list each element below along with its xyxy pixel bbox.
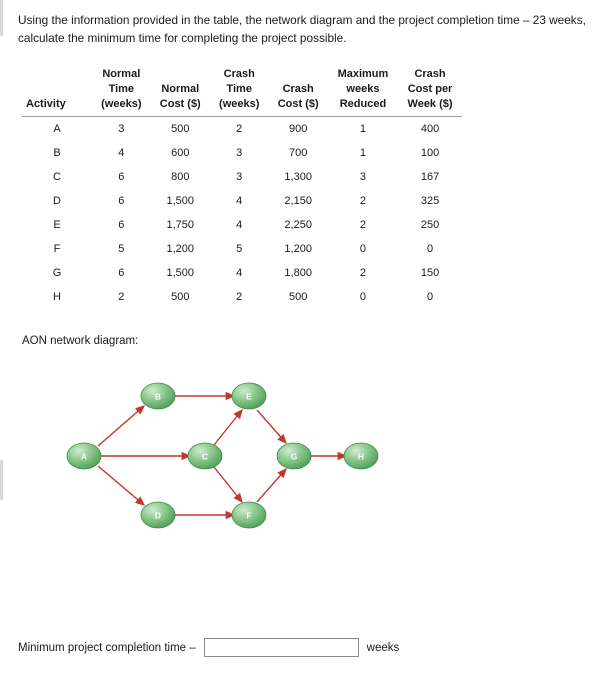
crash-cost-table [22, 65, 462, 309]
cell-normal-time: 4 [118, 146, 125, 159]
cell-crash-per-week: 100 [420, 146, 440, 159]
cell-normal-cost: 800 [171, 170, 190, 183]
cell-max-weeks: 2 [359, 194, 366, 207]
node-a [67, 443, 101, 469]
cell-max-weeks: 3 [359, 170, 366, 183]
cell-crash-time: 3 [236, 170, 243, 183]
cell-crash-time: 2 [236, 122, 243, 135]
cell-crash-per-week: 0 [426, 242, 434, 255]
cell-crash-per-week: 167 [420, 170, 440, 183]
node-a-label: A [80, 451, 88, 462]
cell-crash-per-week: 400 [420, 122, 440, 135]
cell-normal-cost: 500 [171, 290, 190, 303]
cell-crash-cost: 2,150 [284, 194, 312, 207]
cell-activity: B [53, 146, 61, 159]
table-row [22, 141, 462, 165]
answer-label: Minimum project completion time – [18, 641, 196, 654]
column-header-normal-cost [151, 65, 210, 116]
cell-crash-time: 4 [236, 266, 243, 279]
column-header-crash-per-week-l3: Week ($) [407, 98, 453, 111]
column-header-activity [22, 65, 92, 116]
column-header-crash-per-week-l1: Crash [414, 68, 446, 81]
node-f [232, 502, 266, 528]
cell-crash-cost: 1,200 [284, 242, 312, 255]
cell-crash-per-week: 150 [420, 266, 440, 279]
node-g-label: G [290, 451, 298, 462]
node-g [277, 443, 311, 469]
question-text [18, 12, 598, 47]
node-c [188, 443, 222, 469]
cell-normal-cost: 600 [171, 146, 190, 159]
cell-crash-time: 4 [236, 194, 243, 207]
cell-max-weeks: 2 [359, 218, 366, 231]
node-h-label: H [357, 451, 365, 462]
cell-max-weeks: 2 [359, 266, 366, 279]
network-svg [46, 353, 406, 543]
column-header-crash-cost [269, 65, 328, 116]
cell-normal-time: 3 [118, 122, 125, 135]
table-row [22, 237, 462, 261]
cell-max-weeks: 1 [359, 146, 366, 159]
cell-crash-time: 5 [236, 242, 243, 255]
edge-f-g [257, 469, 286, 502]
edge-c-f [214, 467, 242, 502]
table-header [22, 65, 462, 116]
column-header-crash-per-week [398, 65, 462, 116]
cell-normal-time: 6 [118, 218, 125, 231]
column-header-normal-cost-l1: Normal [161, 83, 200, 96]
answer-row [18, 638, 399, 657]
minimum-completion-time-input[interactable] [204, 638, 359, 657]
table-row [22, 189, 462, 213]
cell-crash-time: 2 [236, 290, 243, 303]
column-header-crash-time-l2: Time [226, 83, 252, 96]
node-d [141, 502, 175, 528]
cell-crash-cost: 500 [288, 290, 308, 303]
cell-crash-cost: 2,250 [284, 218, 312, 231]
column-header-max-weeks-l2: weeks [346, 83, 380, 96]
cell-normal-time: 6 [118, 170, 125, 183]
cell-normal-time: 5 [118, 242, 125, 255]
node-e-label: E [246, 391, 252, 402]
cell-normal-cost: 1,200 [166, 242, 195, 255]
node-b-label: B [154, 391, 162, 402]
cell-max-weeks: 1 [359, 122, 366, 135]
cell-activity: C [53, 170, 61, 183]
cell-crash-cost: 1,800 [284, 266, 312, 279]
page-edge-artifact-top [0, 0, 3, 36]
node-e [232, 383, 266, 409]
column-header-crash-time [210, 65, 269, 116]
column-header-max-weeks [328, 65, 398, 116]
table-row [22, 165, 462, 189]
cell-normal-cost: 500 [171, 122, 190, 135]
column-header-activity-label: Activity [26, 98, 66, 111]
cell-activity: D [53, 194, 61, 207]
cell-activity: E [53, 218, 61, 231]
table-body [22, 116, 462, 309]
cell-normal-cost: 1,750 [166, 218, 195, 231]
cell-crash-per-week: 325 [420, 194, 440, 207]
column-header-max-weeks-l3: Reduced [339, 98, 387, 111]
cell-normal-cost: 1,500 [166, 194, 195, 207]
table-row [22, 116, 462, 141]
cell-crash-cost: 900 [288, 122, 308, 135]
column-header-max-weeks-l1: Maximum [337, 68, 389, 81]
column-header-crash-cost-l1: Crash [282, 83, 314, 96]
cell-normal-time: 6 [118, 266, 125, 279]
cell-crash-time: 3 [236, 146, 243, 159]
edge-a-b [98, 406, 144, 446]
cell-activity: G [52, 266, 62, 279]
cell-normal-cost: 1,500 [166, 266, 195, 279]
column-header-normal-time-l1: Normal [102, 68, 141, 81]
aon-network-diagram [46, 353, 406, 543]
cell-crash-cost: 700 [288, 146, 308, 159]
column-header-crash-time-l3: (weeks) [219, 98, 260, 111]
column-header-normal-time [92, 65, 151, 116]
question-line-1: Using the information provided in the table, the network diagram and the project completion time – 23 weeks, [18, 13, 586, 27]
cell-max-weeks: 0 [359, 290, 366, 303]
cell-crash-time: 4 [236, 218, 243, 231]
diagram-caption: AON network diagram: [22, 334, 139, 347]
column-header-normal-cost-l2: Cost ($) [159, 98, 201, 111]
table-row [22, 213, 462, 237]
page-edge-artifact-middle [0, 460, 3, 500]
node-h [344, 443, 378, 469]
cell-activity: F [53, 242, 61, 255]
edge-e-g [257, 410, 286, 443]
edge-c-e [214, 410, 242, 445]
node-d-label: D [154, 510, 162, 521]
edge-a-d [98, 466, 144, 505]
cell-crash-cost: 1,300 [284, 170, 312, 183]
column-header-crash-per-week-l2: Cost per [407, 83, 453, 96]
cell-crash-per-week: 250 [420, 218, 440, 231]
table-row [22, 285, 462, 309]
column-header-normal-time-l3: (weeks) [101, 98, 142, 111]
node-f-label: F [246, 510, 252, 521]
table-header-row [22, 65, 462, 116]
column-header-normal-time-l2: Time [108, 83, 135, 96]
cell-crash-per-week: 0 [426, 290, 434, 303]
question-line-2: calculate the minimum time for completing the project possible. [18, 30, 347, 45]
answer-unit-label: weeks [366, 641, 400, 654]
cell-activity: A [53, 122, 61, 135]
column-header-crash-cost-l2: Cost ($) [277, 98, 319, 111]
node-b [141, 383, 175, 409]
node-c-label: C [201, 451, 209, 462]
cell-activity: H [53, 290, 61, 303]
table-row [22, 261, 462, 285]
cell-normal-time: 6 [118, 194, 125, 207]
cell-normal-time: 2 [118, 290, 125, 303]
cell-max-weeks: 0 [359, 242, 366, 255]
column-header-crash-time-l1: Crash [223, 68, 255, 81]
